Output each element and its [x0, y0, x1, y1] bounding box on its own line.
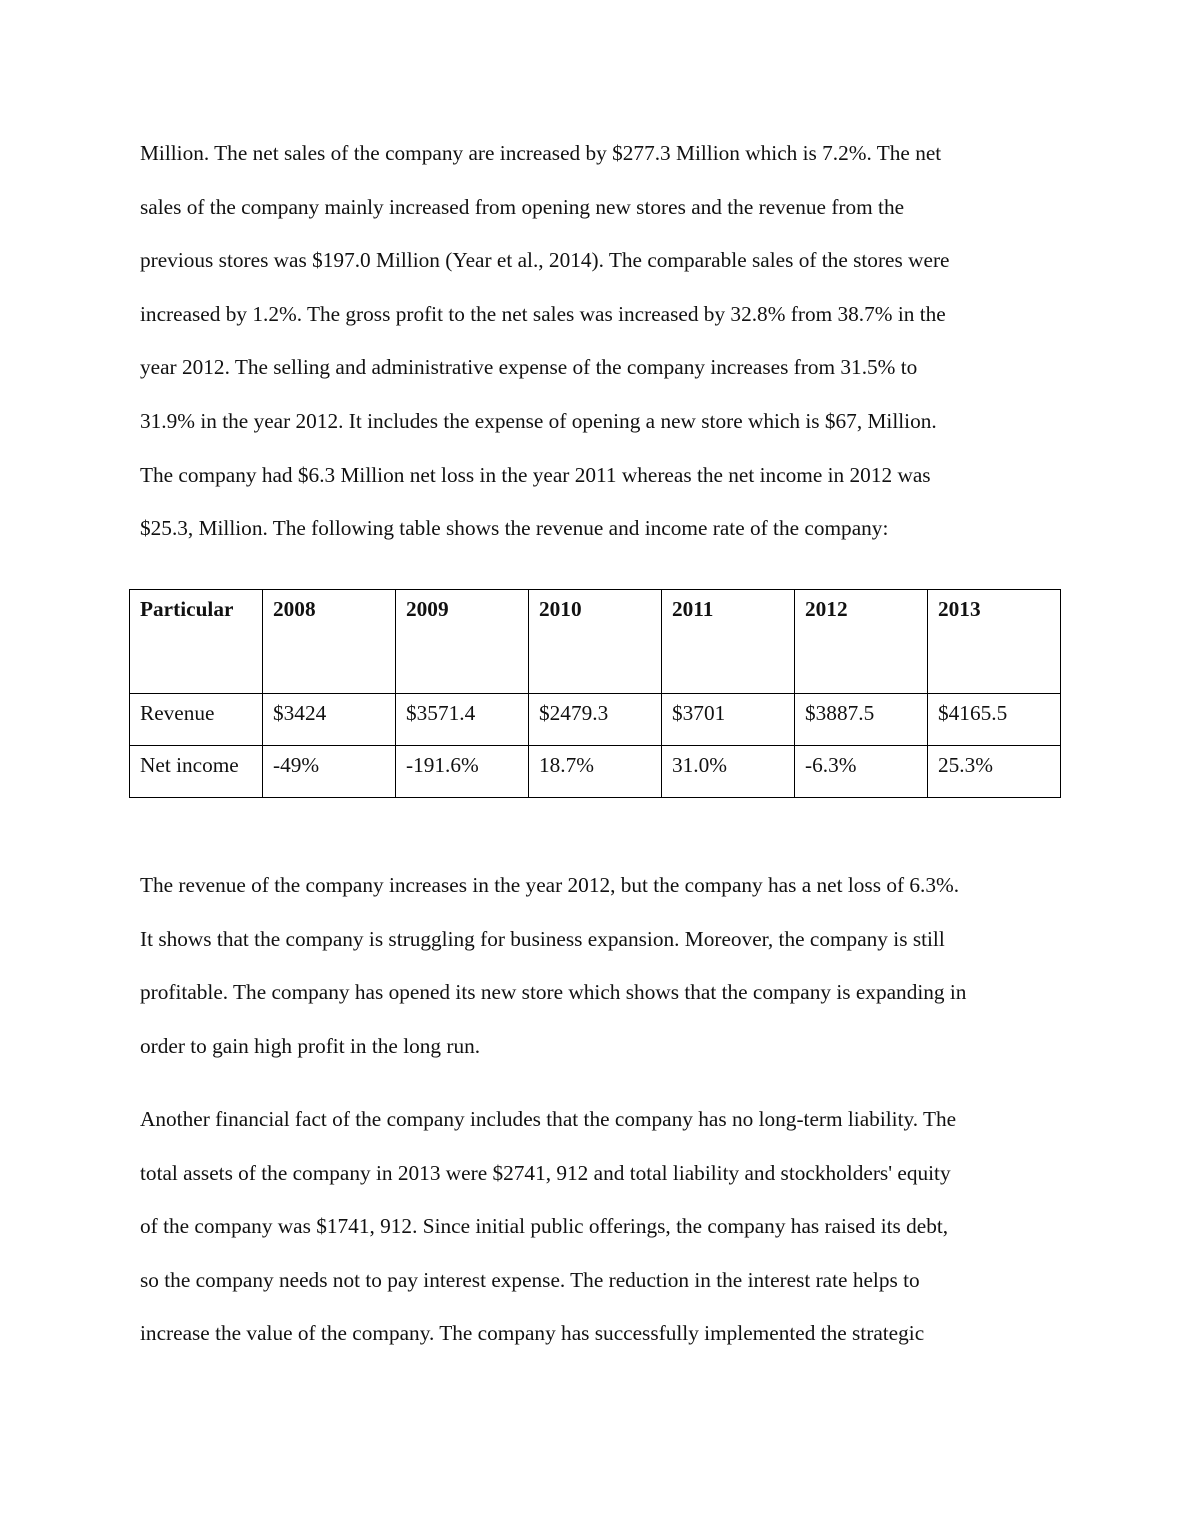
- header-cell: 2011: [662, 590, 795, 694]
- text-line: so the company needs not to pay interest expense. The reduction in the interest rate helps to: [140, 1267, 920, 1292]
- text-line: sales of the company mainly increased from opening new stores and the revenue from the: [140, 194, 905, 219]
- paragraph-financial-facts: [140, 1093, 1060, 1361]
- table-cell: 31.0%: [662, 746, 795, 798]
- table-header-row: [130, 590, 1061, 694]
- paragraph-analysis: [140, 859, 1060, 1073]
- text-line: of the company was $1741, 912. Since initial public offerings, the company has raised its debt,: [140, 1214, 949, 1239]
- table-cell: -49%: [263, 746, 396, 798]
- table-cell: $3571.4: [396, 694, 529, 746]
- header-cell: 2009: [396, 590, 529, 694]
- table-cell: -191.6%: [396, 746, 529, 798]
- table-row: [130, 694, 1061, 746]
- table-cell: $4165.5: [928, 694, 1061, 746]
- header-cell: 2012: [795, 590, 928, 694]
- text-line: 31.9% in the year 2012. It includes the expense of opening a new store which is $67, Million.: [140, 408, 937, 433]
- table-cell: $3701: [662, 694, 795, 746]
- financial-table: [129, 589, 1061, 798]
- header-cell: 2013: [928, 590, 1061, 694]
- text-line: profitable. The company has opened its new store which shows that the company is expanding in: [140, 980, 967, 1005]
- header-cell: 2008: [263, 590, 396, 694]
- text-line: The company had $6.3 Million net loss in the year 2011 whereas the net income in 2012 was: [140, 462, 931, 487]
- table-cell: $2479.3: [529, 694, 662, 746]
- text-line: order to gain high profit in the long run.: [140, 1033, 481, 1058]
- text-line: previous stores was $197.0 Million (Year et al., 2014). The comparable sales of the stores were: [140, 248, 950, 273]
- table-cell: Net income: [130, 746, 263, 798]
- header-cell: Particular: [130, 590, 263, 694]
- text-line: increased by 1.2%. The gross profit to the net sales was increased by 32.8% from 38.7% in the: [140, 301, 946, 326]
- text-line: Million. The net sales of the company are increased by $277.3 Million which is 7.2%. The net: [140, 141, 942, 165]
- text-line: $25.3, Million. The following table shows the revenue and income rate of the company:: [140, 516, 889, 541]
- table-row: [130, 746, 1061, 798]
- text-line: It shows that the company is struggling for business expansion. Moreover, the company is still: [140, 926, 945, 951]
- text-line: Another financial fact of the company includes that the company has no long-term liability. The: [140, 1107, 957, 1131]
- paragraph-intro: [140, 127, 1060, 556]
- text-line: increase the value of the company. The company has successfully implemented the strategic: [140, 1321, 925, 1346]
- table-cell: 18.7%: [529, 746, 662, 798]
- table-cell: 25.3%: [928, 746, 1061, 798]
- text-line: year 2012. The selling and administrative expense of the company increases from 31.5% to: [140, 355, 918, 380]
- header-cell: 2010: [529, 590, 662, 694]
- table-cell: $3424: [263, 694, 396, 746]
- text-line: total assets of the company in 2013 were $2741, 912 and total liability and stockholders' equity: [140, 1160, 951, 1185]
- table-cell: -6.3%: [795, 746, 928, 798]
- text-line: The revenue of the company increases in the year 2012, but the company has a net loss of 6.3%.: [140, 873, 960, 897]
- table-cell: Revenue: [130, 694, 263, 746]
- table-cell: $3887.5: [795, 694, 928, 746]
